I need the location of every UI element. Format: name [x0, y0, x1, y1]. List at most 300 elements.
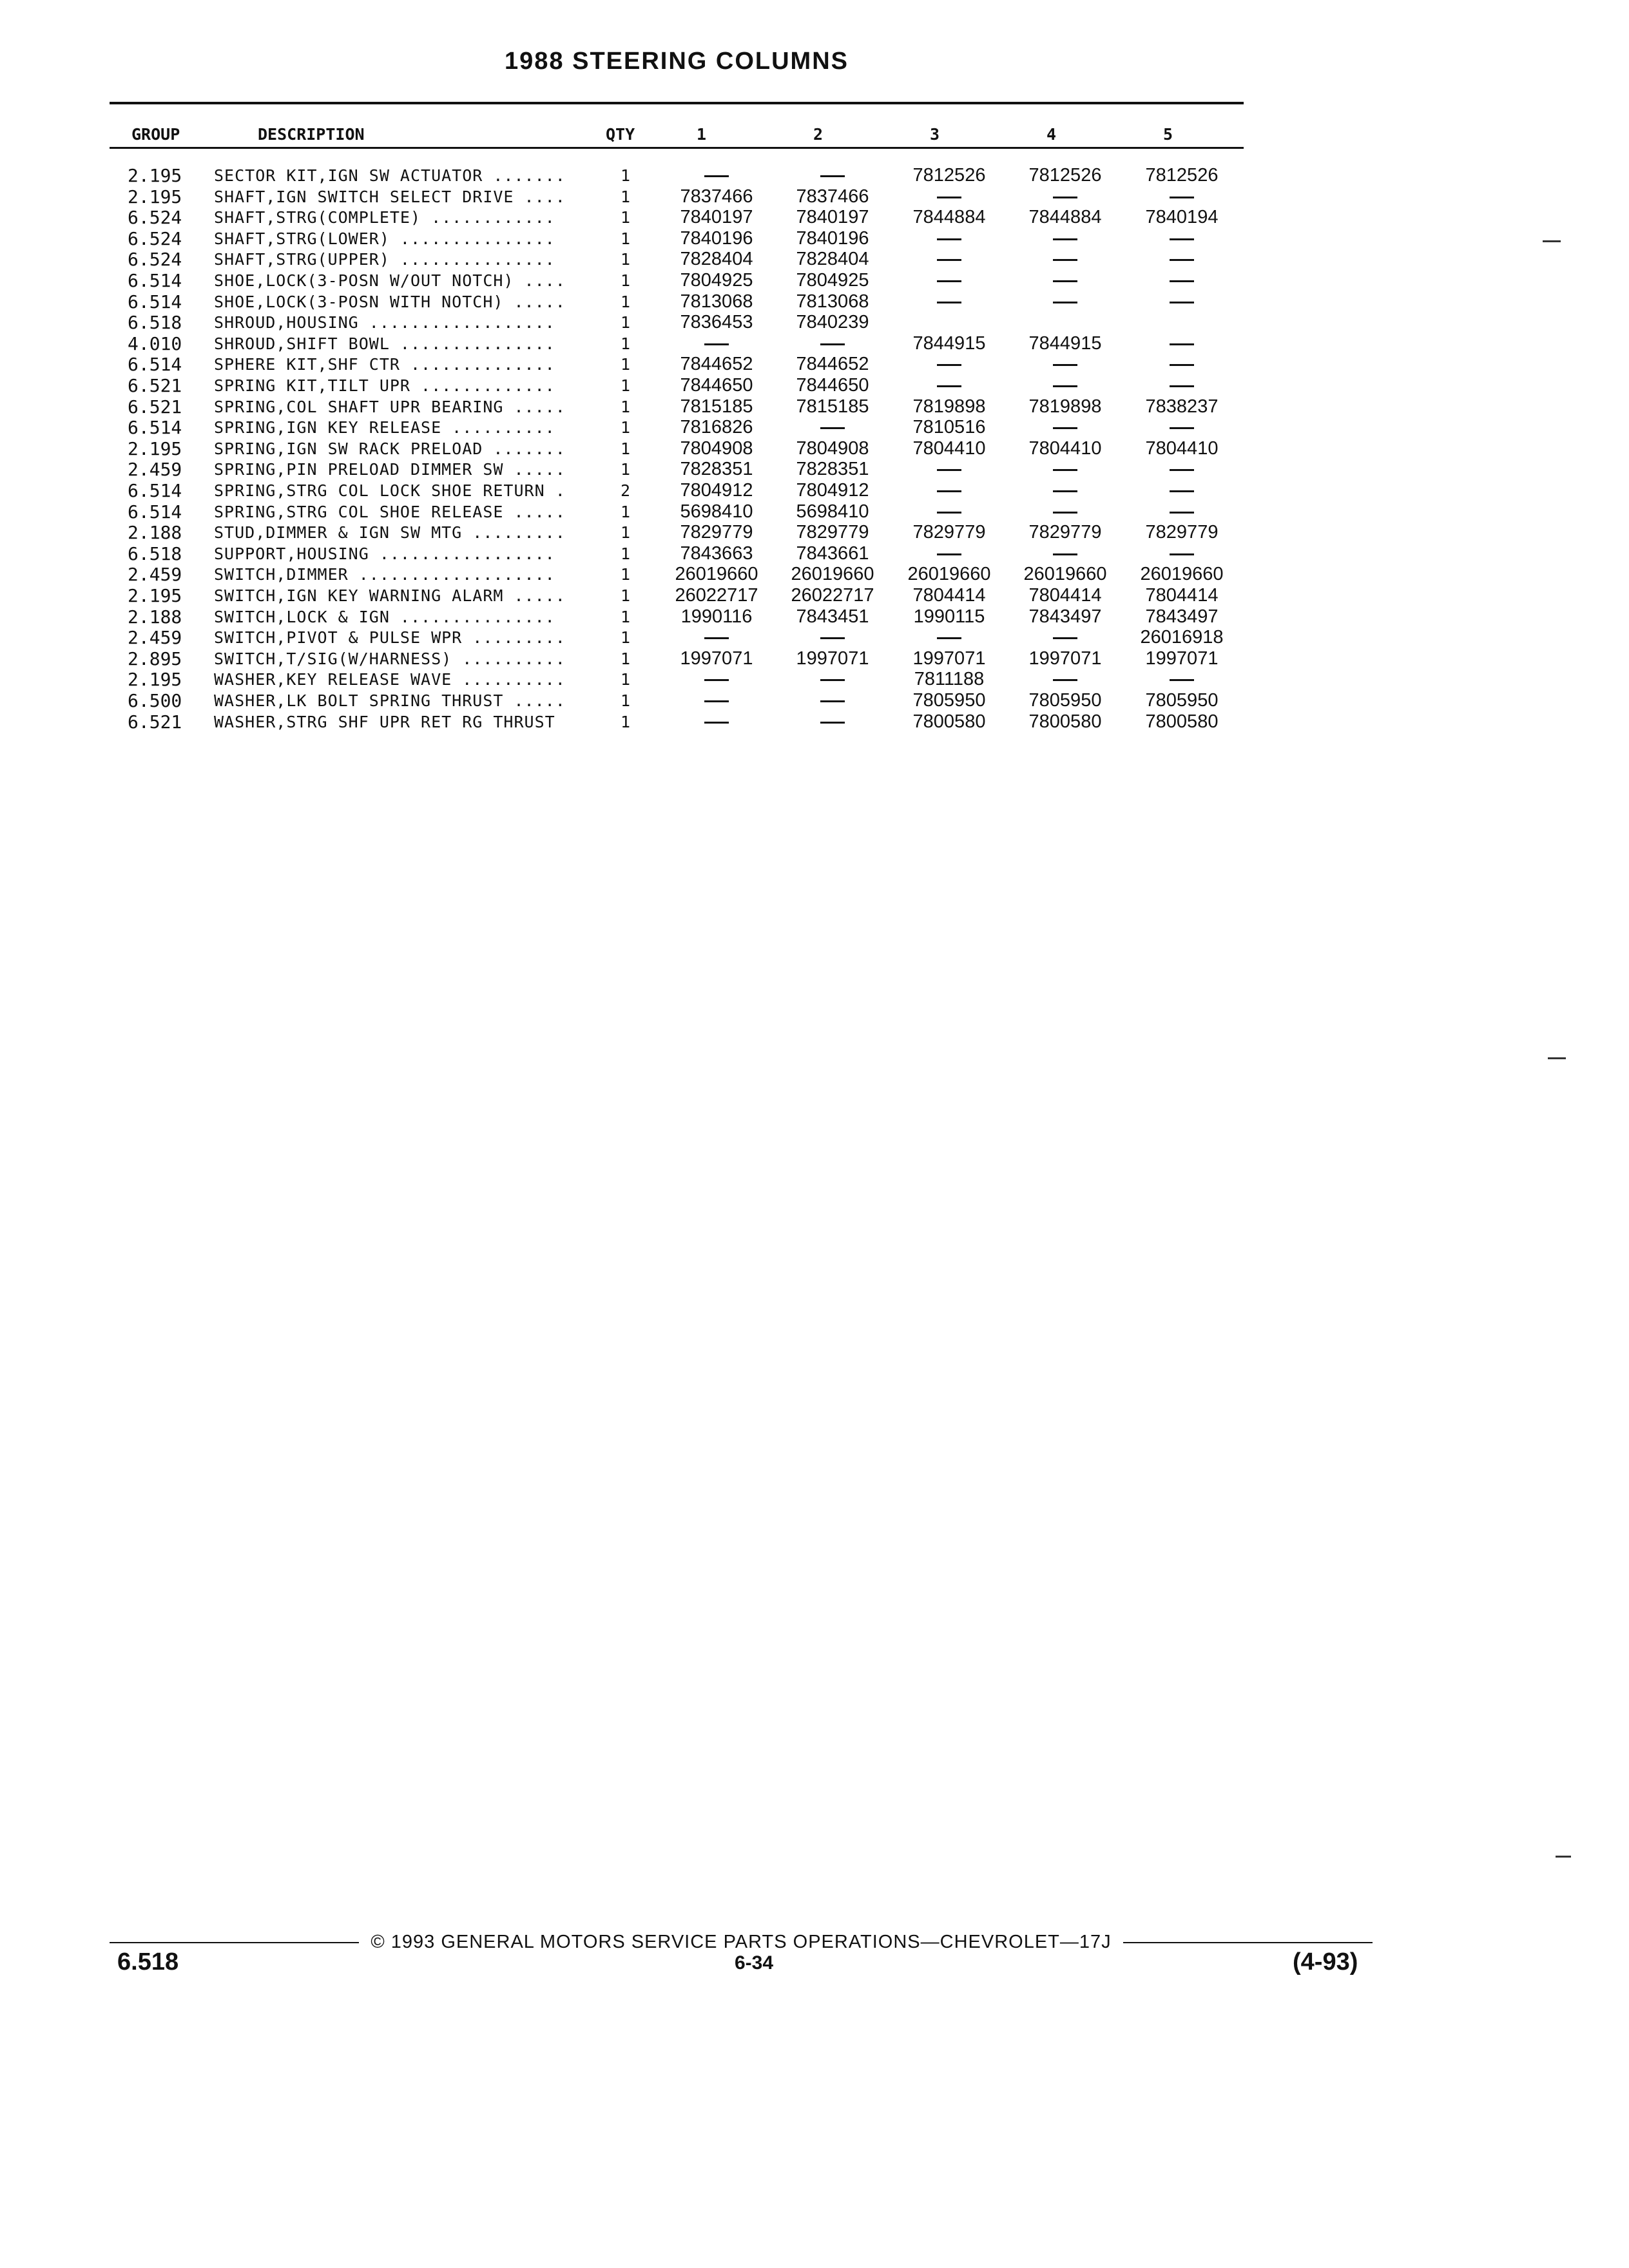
group-cell: 2.188 [128, 522, 182, 543]
qty-cell: 1 [621, 166, 631, 185]
group-cell: 6.514 [128, 291, 182, 312]
qty-cell: 1 [621, 460, 631, 479]
group-cell: 6.524 [128, 249, 182, 270]
description-cell: STUD,DIMMER & IGN SW MTG ......... [214, 523, 566, 542]
description-cell: SHROUD,SHIFT BOWL ............... [214, 334, 555, 353]
part-number-cell-4 [1007, 543, 1123, 564]
group-cell: 2.188 [128, 606, 182, 628]
part-number-cell-5: 7838237 [1145, 396, 1219, 417]
page-title: 1988 STEERING COLUMNS [505, 48, 849, 75]
group-cell: 6.524 [128, 207, 182, 228]
part-number-cell-3: 1990115 [913, 606, 985, 627]
footer-page-number: 6-34 [734, 1952, 774, 1974]
part-number-cell-3 [891, 270, 1007, 291]
part-number-cell-2 [775, 165, 891, 186]
qty-cell: 1 [621, 187, 631, 206]
part-number-cell-4: 7800580 [1028, 711, 1102, 732]
part-number-cell-4 [1007, 291, 1123, 312]
part-number-cell-1: 26022717 [675, 585, 758, 606]
part-number-cell-3 [891, 228, 1007, 249]
table-row [0, 669, 1629, 690]
table-row [0, 648, 1629, 669]
part-number-cell-1 [659, 627, 775, 648]
part-number-cell-3: 7812526 [912, 165, 986, 186]
part-number-cell-3: 7800580 [912, 711, 986, 732]
part-number-cell-3 [891, 627, 1007, 648]
description-cell: SHROUD,HOUSING .................. [214, 313, 555, 332]
dash-mark [937, 512, 961, 514]
table-row [0, 417, 1629, 438]
dash-mark [937, 302, 961, 303]
qty-cell: 1 [621, 229, 631, 248]
dash-mark [937, 238, 961, 240]
dash-mark [1053, 469, 1077, 471]
part-number-cell-5: 7804410 [1145, 438, 1219, 459]
table-row [0, 291, 1629, 312]
table-row [0, 207, 1629, 228]
margin-mark [1543, 240, 1561, 242]
table-row [0, 333, 1629, 354]
description-cell: SPRING KIT,TILT UPR ............. [214, 376, 555, 395]
part-number-cell-5 [1124, 459, 1240, 480]
part-number-cell-3 [891, 291, 1007, 312]
part-number-cell-3: 7804410 [912, 438, 986, 459]
part-number-cell-1: 7840197 [680, 207, 753, 227]
part-number-cell-4: 7812526 [1028, 165, 1102, 186]
description-cell: SWITCH,PIVOT & PULSE WPR ......... [214, 628, 566, 647]
part-number-cell-1: 1990116 [680, 606, 753, 627]
part-number-cell-5 [1124, 417, 1240, 438]
group-cell: 2.459 [128, 564, 182, 585]
part-number-cell-4: 7829779 [1028, 522, 1102, 543]
part-number-cell-4 [1007, 375, 1123, 396]
part-number-cell-2 [775, 333, 891, 354]
part-number-cell-4: 7804410 [1028, 438, 1102, 459]
qty-cell: 1 [621, 628, 631, 647]
part-number-cell-1: 7844652 [680, 354, 753, 374]
part-number-cell-5: 26019660 [1140, 564, 1224, 584]
part-number-cell-5: 7804414 [1145, 585, 1219, 606]
part-number-cell-2: 7804908 [796, 438, 869, 459]
part-number-cell-3 [891, 543, 1007, 564]
group-cell: 6.518 [128, 312, 182, 333]
part-number-cell-2: 7844652 [796, 354, 869, 374]
part-number-cell-3: 7805950 [912, 690, 986, 711]
part-number-cell-3 [891, 354, 1007, 375]
group-cell: 2.459 [128, 459, 182, 480]
qty-cell: 1 [621, 608, 631, 626]
part-number-cell-1: 7804912 [680, 480, 753, 501]
description-cell: SWITCH,T/SIG(W/HARNESS) .......... [214, 649, 566, 668]
dash-mark [937, 553, 961, 555]
dash-mark [704, 722, 729, 724]
qty-cell: 1 [621, 503, 631, 521]
part-number-cell-4: 7843497 [1028, 606, 1102, 627]
group-cell: 6.524 [128, 228, 182, 249]
description-cell: SPRING,IGN SW RACK PRELOAD ....... [214, 439, 566, 458]
qty-cell: 1 [621, 376, 631, 395]
dash-mark [1170, 469, 1194, 471]
part-number-cell-2: 7828351 [796, 459, 869, 479]
group-cell: 2.195 [128, 669, 182, 690]
part-number-cell-4: 7844915 [1028, 333, 1102, 354]
column-header-group: GROUP [131, 125, 180, 144]
part-number-cell-5 [1124, 291, 1240, 312]
dash-mark [1170, 238, 1194, 240]
qty-cell: 1 [621, 250, 631, 269]
part-number-cell-3: 7811188 [914, 669, 985, 689]
dash-mark [704, 343, 729, 345]
part-number-cell-5 [1124, 354, 1240, 375]
part-number-cell-1 [659, 669, 775, 690]
group-cell: 6.514 [128, 270, 182, 291]
group-cell: 2.195 [128, 186, 182, 207]
part-number-cell-2: 7837466 [796, 186, 869, 207]
description-cell: SWITCH,IGN KEY WARNING ALARM ..... [214, 586, 566, 605]
description-cell: SECTOR KIT,IGN SW ACTUATOR ....... [214, 166, 566, 185]
part-number-cell-4 [1007, 270, 1123, 291]
part-number-cell-3: 7819898 [912, 396, 986, 417]
part-number-cell-2: 7840196 [796, 228, 869, 249]
part-number-cell-1: 7816826 [680, 417, 753, 437]
dash-mark [1170, 385, 1194, 387]
part-number-cell-1 [659, 711, 775, 733]
part-number-cell-5 [1124, 480, 1240, 501]
group-cell: 6.514 [128, 417, 182, 438]
column-header-description: DESCRIPTION [258, 125, 365, 144]
part-number-cell-1: 7844650 [680, 375, 753, 396]
dash-mark [820, 679, 845, 681]
dash-mark [1170, 553, 1194, 555]
group-cell: 6.518 [128, 543, 182, 564]
dash-mark [1170, 343, 1194, 345]
group-cell: 4.010 [128, 333, 182, 354]
description-cell: SHAFT,STRG(UPPER) ............... [214, 250, 555, 269]
table-row [0, 165, 1629, 186]
part-number-cell-5: 7829779 [1145, 522, 1219, 543]
part-number-cell-1: 7813068 [680, 291, 753, 312]
table-row [0, 438, 1629, 459]
qty-cell: 1 [621, 523, 631, 542]
part-number-cell-3 [891, 186, 1007, 207]
part-number-cell-5 [1124, 375, 1240, 396]
description-cell: SPHERE KIT,SHF CTR .............. [214, 355, 555, 374]
group-cell: 2.195 [128, 585, 182, 606]
part-number-cell-1: 7843663 [680, 543, 753, 564]
group-cell: 6.514 [128, 501, 182, 523]
table-row [0, 606, 1629, 628]
dash-mark [1170, 197, 1194, 198]
part-number-cell-4 [1007, 480, 1123, 501]
part-number-cell-3: 7810516 [912, 417, 986, 437]
description-cell: SHAFT,STRG(COMPLETE) ............ [214, 208, 555, 227]
part-number-cell-5 [1124, 249, 1240, 270]
part-number-cell-5 [1124, 270, 1240, 291]
part-number-cell-3: 7844915 [912, 333, 986, 354]
description-cell: SPRING,PIN PRELOAD DIMMER SW ..... [214, 460, 566, 479]
description-cell: SPRING,COL SHAFT UPR BEARING ..... [214, 398, 566, 416]
dash-mark [820, 427, 845, 429]
part-number-cell-4: 1997071 [1028, 648, 1102, 669]
part-number-cell-5: 1997071 [1145, 648, 1219, 669]
description-cell: SHOE,LOCK(3-POSN W/OUT NOTCH) .... [214, 271, 566, 290]
part-number-cell-3 [891, 501, 1007, 523]
part-number-cell-3 [891, 249, 1007, 270]
footer-left-code: 6.518 [117, 1948, 179, 1975]
part-number-cell-4 [1007, 354, 1123, 375]
dash-mark [1053, 197, 1077, 198]
description-cell: WASHER,KEY RELEASE WAVE .......... [214, 670, 566, 689]
column-header-qty: QTY [606, 125, 635, 144]
qty-cell: 1 [621, 334, 631, 353]
part-number-cell-4 [1007, 228, 1123, 249]
dash-mark [937, 197, 961, 198]
part-number-cell-2 [775, 690, 891, 711]
dash-mark [1053, 553, 1077, 555]
part-number-cell-2: 7840239 [796, 312, 869, 332]
part-number-cell-1 [659, 690, 775, 711]
dash-mark [937, 385, 961, 387]
part-number-cell-1: 5698410 [680, 501, 753, 522]
part-number-cell-1: 7815185 [680, 396, 753, 417]
part-number-cell-2: 7843451 [796, 606, 869, 627]
part-number-cell-2 [775, 669, 891, 690]
qty-cell: 1 [621, 649, 631, 668]
group-cell: 6.521 [128, 375, 182, 396]
part-number-cell-2: 7828404 [796, 249, 869, 269]
dash-mark [1053, 637, 1077, 639]
column-header-1: 1 [697, 125, 707, 144]
column-header-2: 2 [813, 125, 824, 144]
qty-cell: 1 [621, 355, 631, 374]
part-number-cell-1: 7836453 [680, 312, 753, 332]
table-row [0, 270, 1629, 291]
part-number-cell-2 [775, 417, 891, 438]
table-row [0, 186, 1629, 207]
qty-cell: 1 [621, 313, 631, 332]
part-number-cell-2: 1997071 [796, 648, 869, 669]
part-number-cell-1: 7804925 [680, 270, 753, 291]
group-cell: 2.195 [128, 165, 182, 186]
part-number-cell-5: 7812526 [1145, 165, 1219, 186]
part-number-cell-2 [775, 627, 891, 648]
dash-mark [1053, 385, 1077, 387]
qty-cell: 1 [621, 691, 631, 710]
part-number-cell-2 [775, 711, 891, 733]
description-cell: WASHER,LK BOLT SPRING THRUST ..... [214, 691, 566, 710]
dash-mark [1053, 679, 1077, 681]
group-cell: 6.514 [128, 354, 182, 375]
part-number-cell-3 [891, 375, 1007, 396]
table-row [0, 459, 1629, 480]
footer-copyright: © 1993 GENERAL MOTORS SERVICE PARTS OPERATIONS—CHEVROLET—17J [371, 1932, 1112, 1952]
part-number-cell-2: 7815185 [796, 396, 869, 417]
description-cell: SPRING,STRG COL LOCK SHOE RETURN . [214, 481, 566, 500]
dash-mark [937, 637, 961, 639]
dash-mark [1053, 364, 1077, 366]
margin-mark [1556, 1856, 1571, 1858]
part-number-cell-4 [1007, 669, 1123, 690]
dash-mark [937, 490, 961, 492]
table-row [0, 711, 1629, 733]
dash-mark [1053, 238, 1077, 240]
part-number-cell-2: 7804912 [796, 480, 869, 501]
qty-cell: 1 [621, 398, 631, 416]
dash-mark [937, 469, 961, 471]
dash-mark [1170, 259, 1194, 261]
part-number-cell-5: 7840194 [1145, 207, 1219, 227]
dash-mark [820, 637, 845, 639]
qty-cell: 1 [621, 293, 631, 311]
qty-cell: 1 [621, 271, 631, 290]
dash-mark [820, 343, 845, 345]
part-number-cell-1: 7837466 [680, 186, 753, 207]
dash-mark [1170, 490, 1194, 492]
group-cell: 2.195 [128, 438, 182, 459]
dash-mark [937, 364, 961, 366]
footer-rule-right [1123, 1942, 1373, 1943]
column-header-3: 3 [930, 125, 940, 144]
part-number-cell-1: 7828404 [680, 249, 753, 269]
dash-mark [1053, 280, 1077, 282]
part-number-cell-4: 7819898 [1028, 396, 1102, 417]
part-number-cell-3: 1997071 [912, 648, 986, 669]
table-row [0, 249, 1629, 270]
group-cell: 6.514 [128, 480, 182, 501]
table-row [0, 354, 1629, 375]
table-row [0, 396, 1629, 418]
dash-mark [820, 175, 845, 177]
footer-rule-left [110, 1942, 359, 1943]
part-number-cell-1: 7828351 [680, 459, 753, 479]
table-row [0, 228, 1629, 249]
dash-mark [1053, 490, 1077, 492]
description-cell: SPRING,STRG COL SHOE RELEASE ..... [214, 503, 566, 521]
part-number-cell-2: 26019660 [791, 564, 874, 584]
column-header-5: 5 [1163, 125, 1173, 144]
part-number-cell-2: 7829779 [796, 522, 869, 543]
part-number-cell-2: 5698410 [796, 501, 869, 522]
part-number-cell-2: 26022717 [791, 585, 874, 606]
qty-cell: 1 [621, 713, 631, 731]
part-number-cell-1: 7840196 [680, 228, 753, 249]
part-number-cell-1: 7829779 [680, 522, 753, 543]
part-number-cell-4: 26019660 [1023, 564, 1107, 584]
part-number-cell-5 [1124, 543, 1240, 564]
part-number-cell-5 [1124, 669, 1240, 690]
description-cell: SPRING,IGN KEY RELEASE .......... [214, 418, 555, 437]
description-cell: SHAFT,IGN SWITCH SELECT DRIVE .... [214, 187, 566, 206]
table-row [0, 627, 1629, 648]
dash-mark [1170, 280, 1194, 282]
column-header-4: 4 [1046, 125, 1057, 144]
qty-cell: 1 [621, 586, 631, 605]
part-number-cell-3: 7844884 [912, 207, 986, 227]
table-row [0, 564, 1629, 585]
footer-copyright-line [110, 1932, 1373, 1953]
dash-mark [1170, 302, 1194, 303]
group-cell: 6.521 [128, 711, 182, 733]
dash-mark [704, 700, 729, 702]
header-bottom-rule [110, 147, 1244, 149]
dash-mark [1170, 679, 1194, 681]
dash-mark [1170, 512, 1194, 514]
dash-mark [704, 175, 729, 177]
dash-mark [1053, 427, 1077, 429]
part-number-cell-5: 7805950 [1145, 690, 1219, 711]
description-cell: WASHER,STRG SHF UPR RET RG THRUST [214, 713, 555, 731]
part-number-cell-2: 7813068 [796, 291, 869, 312]
part-number-cell-5 [1124, 333, 1240, 354]
part-number-cell-4 [1007, 417, 1123, 438]
description-cell: SHAFT,STRG(LOWER) ............... [214, 229, 555, 248]
part-number-cell-3: 7829779 [912, 522, 986, 543]
dash-mark [1170, 364, 1194, 366]
dash-mark [1053, 302, 1077, 303]
dash-mark [704, 637, 729, 639]
part-number-cell-4 [1007, 249, 1123, 270]
qty-cell: 2 [621, 481, 631, 500]
part-number-cell-4: 7804414 [1028, 585, 1102, 606]
part-number-cell-3: 7804414 [912, 585, 986, 606]
part-number-cell-4 [1007, 459, 1123, 480]
part-number-cell-5: 7843497 [1145, 606, 1219, 627]
part-number-cell-3: 26019660 [907, 564, 991, 584]
dash-mark [1053, 512, 1077, 514]
group-cell: 2.459 [128, 627, 182, 648]
table-row [0, 480, 1629, 501]
part-number-cell-3 [891, 459, 1007, 480]
part-number-cell-1: 26019660 [675, 564, 758, 584]
part-number-cell-4: 7844884 [1028, 207, 1102, 227]
description-cell: SHOE,LOCK(3-POSN WITH NOTCH) ..... [214, 293, 566, 311]
group-cell: 6.500 [128, 690, 182, 711]
qty-cell: 1 [621, 565, 631, 584]
part-number-cell-4 [1007, 501, 1123, 523]
qty-cell: 1 [621, 418, 631, 437]
part-number-cell-2: 7804925 [796, 270, 869, 291]
table-row [0, 543, 1629, 564]
dash-mark [820, 700, 845, 702]
description-cell: SWITCH,LOCK & IGN ............... [214, 608, 555, 626]
qty-cell: 1 [621, 544, 631, 563]
part-number-cell-1 [659, 165, 775, 186]
dash-mark [1170, 427, 1194, 429]
description-cell: SUPPORT,HOUSING ................. [214, 544, 555, 563]
table-row [0, 501, 1629, 523]
part-number-cell-5 [1124, 228, 1240, 249]
table-row [0, 522, 1629, 543]
part-number-cell-2: 7843661 [796, 543, 869, 564]
header-top-rule [110, 102, 1244, 104]
dash-mark [704, 679, 729, 681]
qty-cell: 1 [621, 670, 631, 689]
dash-mark [1053, 259, 1077, 261]
table-row [0, 312, 1629, 333]
part-number-cell-5 [1124, 186, 1240, 207]
part-number-cell-2: 7840197 [796, 207, 869, 227]
part-number-cell-4 [1007, 186, 1123, 207]
dash-mark [937, 259, 961, 261]
description-cell: SWITCH,DIMMER ................... [214, 565, 555, 584]
qty-cell: 1 [621, 439, 631, 458]
footer-date-code: (4-93) [1293, 1948, 1358, 1975]
part-number-cell-5: 26016918 [1140, 627, 1224, 648]
part-number-cell-5: 7800580 [1145, 711, 1219, 732]
part-number-cell-4: 7805950 [1028, 690, 1102, 711]
qty-cell: 1 [621, 208, 631, 227]
part-number-cell-1 [659, 333, 775, 354]
